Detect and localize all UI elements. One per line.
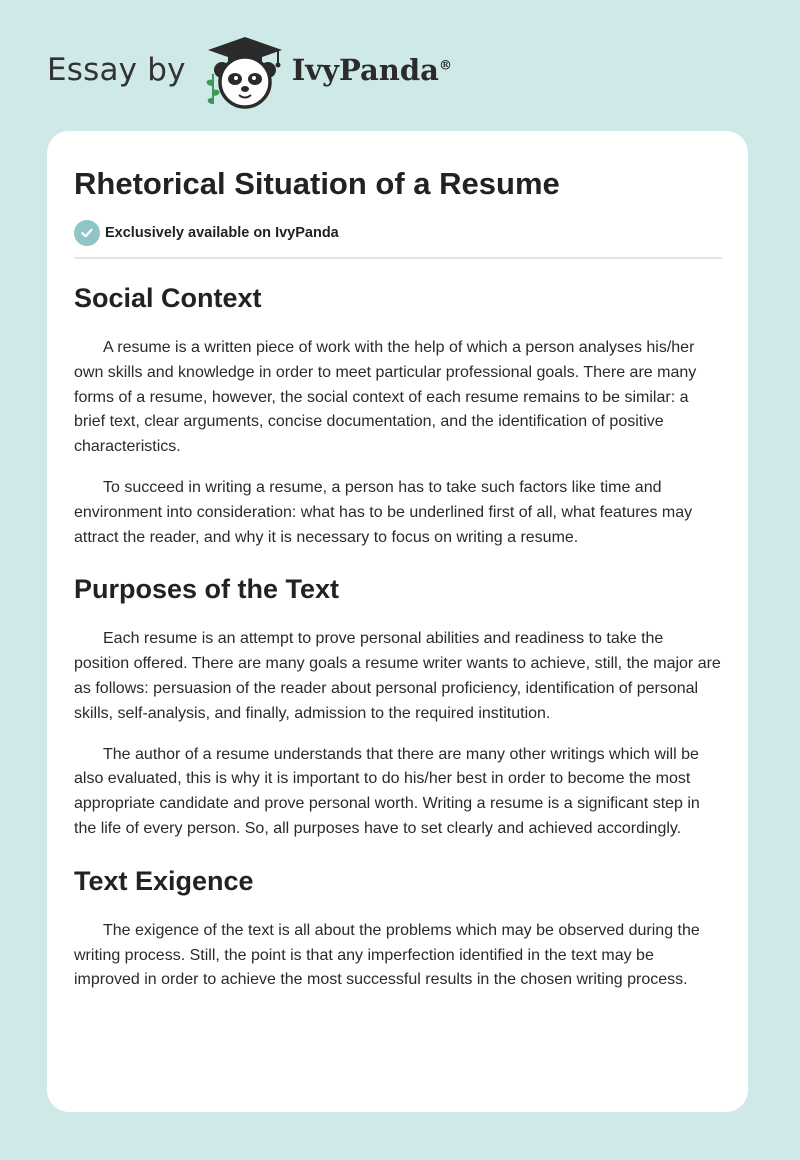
section-heading: Text Exigence [74,865,254,896]
paragraph: The author of a resume understands that there are many other writings which will be also evaluated, this is why it is important to do his/her best in order to become the most appropriate candidate and prove personal worth. Writing a resume is a significant step in the life of every person. So, all purposes have to set clearly and achieved accordingly. [74,745,700,837]
section-social-context [74,281,722,550]
title-divider [74,257,722,259]
exclusive-badge-text: Exclusively available on IvyPanda [105,225,339,241]
paragraph: The exigence of the text is all about the problems which may be observed during the writing process. Still, the point is that any imperfection identified in the text may be improved in order to achieve the most successful results in the chosen writing process. [74,921,700,989]
paragraph: A resume is a written piece of work with the help of which a person analyses his/her own skills and knowledge in order to meet particular professional goals. There are many forms of a resume, however, the social context of each resume remains to be similar: a brief text, clear arguments, concise documentation, and the identification of positive characteristics. [74,339,697,456]
essay-by-label: Essay by [47,52,186,88]
site-header [47,34,452,110]
panda-logo-icon[interactable] [200,34,290,110]
article-title: Rhetorical Situation of a Resume [74,166,560,201]
exclusive-badge [74,220,722,246]
check-icon [74,220,100,246]
section-purposes [74,572,722,841]
paragraph: Each resume is an attempt to prove personal abilities and readiness to take the position offered. There are many goals a resume writer wants to achieve, still, the major are as follows: persuasion of the reader about personal proficiency, identification of personal skills, self-analysis, and finally, admission to the required institution. [74,630,721,722]
article-card [47,131,748,1112]
paragraph: To succeed in writing a resume, a person has to take such factors like time and environment into consideration: what has to be underlined first of all, what features may attract the reader, and why it is necessary to focus on writing a resume. [74,478,693,546]
section-heading: Purposes of the Text [74,574,340,605]
section-text-exigence [74,864,722,993]
registered-mark: ® [438,58,452,74]
section-heading: Social Context [74,283,262,313]
brand-name[interactable]: IvyPanda® [291,53,452,87]
